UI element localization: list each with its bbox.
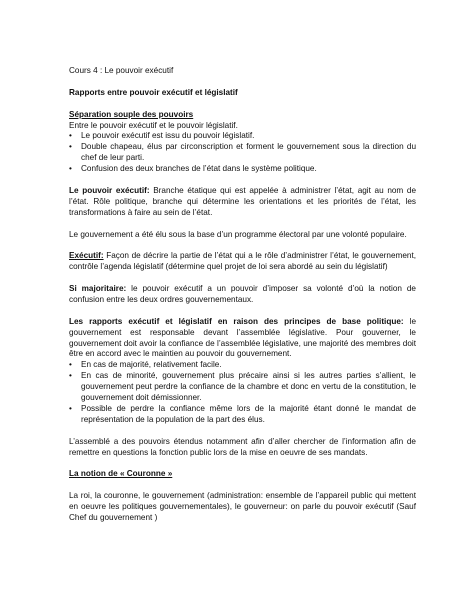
- course-title: Cours 4 : Le pouvoir exécutif: [69, 66, 174, 75]
- definition-si-majoritaire: le pouvoir exécutif a un pouvoir d’imposer sa volonté d’où la notion de confusion entre les deux ordres gouvernementaux.: [69, 284, 416, 304]
- paragraph-rapports: [69, 317, 416, 361]
- term-rapports: Les rapports exécutif et législatif en raison des principes de base politique:: [69, 316, 404, 326]
- paragraph-pouvoir-executif: [69, 186, 416, 219]
- list-item: • Possible de perdre la confiance même lors de la majorité étant donné le mandat de représentation de la population de la part des élus.: [69, 404, 416, 426]
- list-item: • Double chapeau, élus par circonscription et forment le gouvernement sous la direction du chef de leur parti.: [69, 142, 416, 164]
- bullet-list-rapports: [69, 360, 416, 425]
- heading-notion-couronne: La notion de « Couronne »: [69, 469, 173, 479]
- heading-separation-souple: Séparation souple des pouvoirs: [69, 109, 194, 119]
- definition-pouvoir-executif: Branche étatique qui est appelée à administrer l’état, agit au nom de l’état. Rôle politique, branche qui détermine les orientations et les priorités de l’état, les transformations à faire au sein de l’état.: [69, 185, 417, 217]
- paragraph-intro: Entre le pouvoir exécutif et le pouvoir législatif.: [69, 120, 238, 130]
- list-item: • Le pouvoir exécutif est issu du pouvoir législatif.: [69, 131, 416, 142]
- bullet-list-separation: [69, 131, 416, 175]
- list-item: • En cas de minorité, gouvernement plus précaire ainsi si les autres parties s’allient, le gouvernement peut perdre la confiance de la chambre et donc en vertu de la constitution, le gouvernement doit démissionner.: [69, 371, 416, 404]
- definition-executif: Façon de décrire la partie de l’état qui a le rôle d’administrer l’état, le gouvernement, contrôle l’agenda législatif (détermine quel projet de loi sera abordé au sein du législatif): [69, 251, 416, 272]
- term-pouvoir-executif: Le pouvoir exécutif:: [69, 185, 150, 195]
- term-si-majoritaire: Si majoritaire:: [69, 284, 127, 294]
- list-item: • En cas de majorité, relativement facile.: [69, 360, 416, 371]
- paragraph-si-majoritaire: [69, 284, 416, 306]
- paragraph-assemblee: L’assemblé a des pouvoirs étendus notamment afin d’aller chercher de l’information afin de remettre en questions la fonction public lors de la mise en oeuvre de ses mandats.: [69, 436, 416, 457]
- paragraph-gouvernement-elu: Le gouvernement a été élu sous la base d’un programme électoral par une volonté populaire.: [69, 229, 407, 239]
- section-subtitle: Rapports entre pouvoir exécutif et législatif: [69, 87, 238, 97]
- paragraph-executif: [69, 251, 416, 273]
- definition-rapports: le gouvernement est responsable devant l’assemblée législative. Pour gouverner, le gouvernement doit avoir la confiance de l’assemblée législative, une majorité des membres doit être en accord avec le maintien au pouvoir du gouvernement.: [69, 316, 416, 359]
- term-executif: Exécutif:: [69, 251, 104, 261]
- list-item: • Confusion des deux branches de l’état dans le système politique.: [69, 164, 416, 175]
- paragraph-couronne: La roi, la couronne, le gouvernement (administration: ensemble de l’appareil public qui mettent en oeuvre les politiques gouvernementales), le gouverneur: on parle du pouvoir exécutif (Sauf Chef du gouvernement ): [69, 491, 416, 522]
